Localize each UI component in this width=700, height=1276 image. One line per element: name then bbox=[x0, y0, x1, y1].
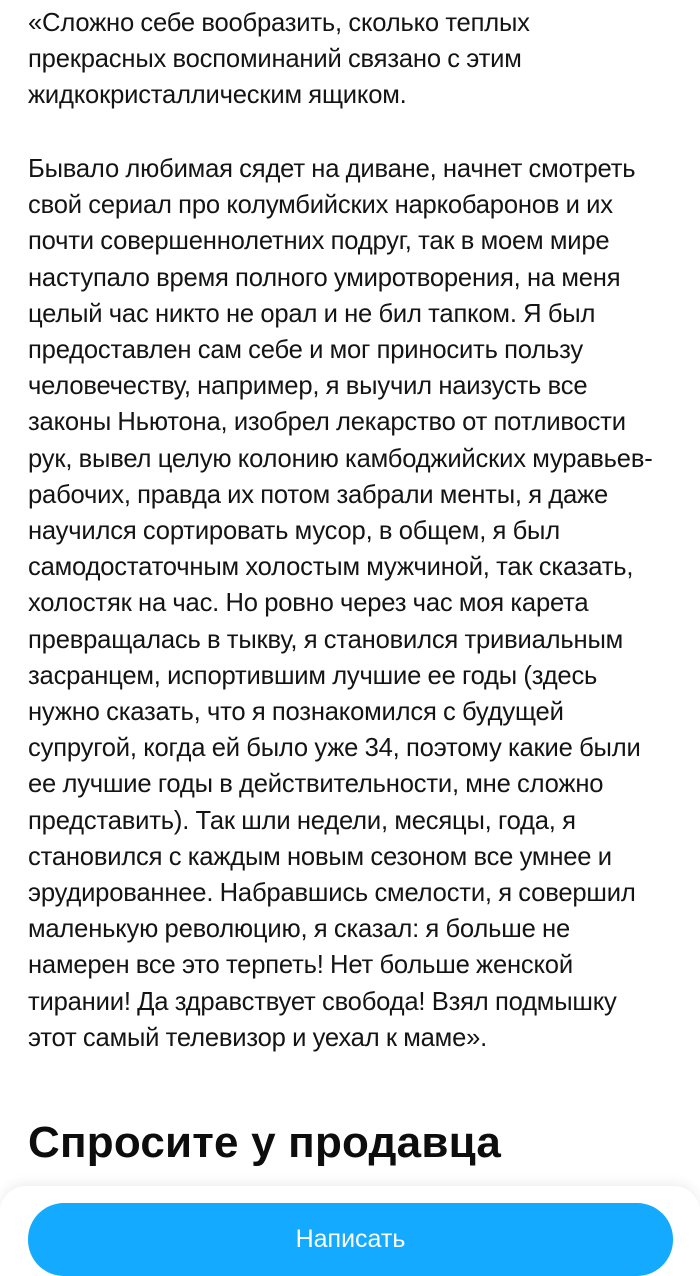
description-paragraph: Бывало любимая сядет на диване, начнет смотреть свой сериал про колумбийских наркобаронов и их почти совершеннолетних подруг, так в моем мире наступало время полного умиротворения, на меня целый час никто не орал и не бил тапком. Я был предоставлен сам себе и мог приносить пользу человечеству, например, я выучил наизусть все законы Ньютона, изобрел лекарство от потливости рук, вывел целую колонию камбоджийских муравьев-рабочих, правда их потом забрали менты, я даже научился сортировать мусор, в общем, я был самодостаточным холостым мужчиной, так сказать, холостяк на час. Но ровно через час моя карета превращалась в тыкву, я становился тривиальным засранцем, испортившим лучшие ее годы (здесь нужно сказать, что я познакомился с будущей супругой, когда ей было уже 34, поэтому какие были ее лучшие годы в действительности, мне сложно представить). Так шли недели, месяцы, года, я становился с каждым новым сезоном все умнее и эрудированнее. Набравшись смелости, я совершил маленькую революцию, я сказал: я больше не намерен все это терпеть! Нет больше женской тирании! Да здравствует свобода! Взял подмышку этот самый телевизор и уехал к маме». bbox=[28, 155, 653, 1052]
description-paragraph: «Сложно себе вообразить, сколько теплых прекрасных воспоминаний связано с этим жидкокристаллическим ящиком. bbox=[28, 9, 530, 110]
ask-seller-heading: Спросите у продавца bbox=[28, 1118, 502, 1167]
write-message-button[interactable]: Написать bbox=[28, 1203, 673, 1276]
